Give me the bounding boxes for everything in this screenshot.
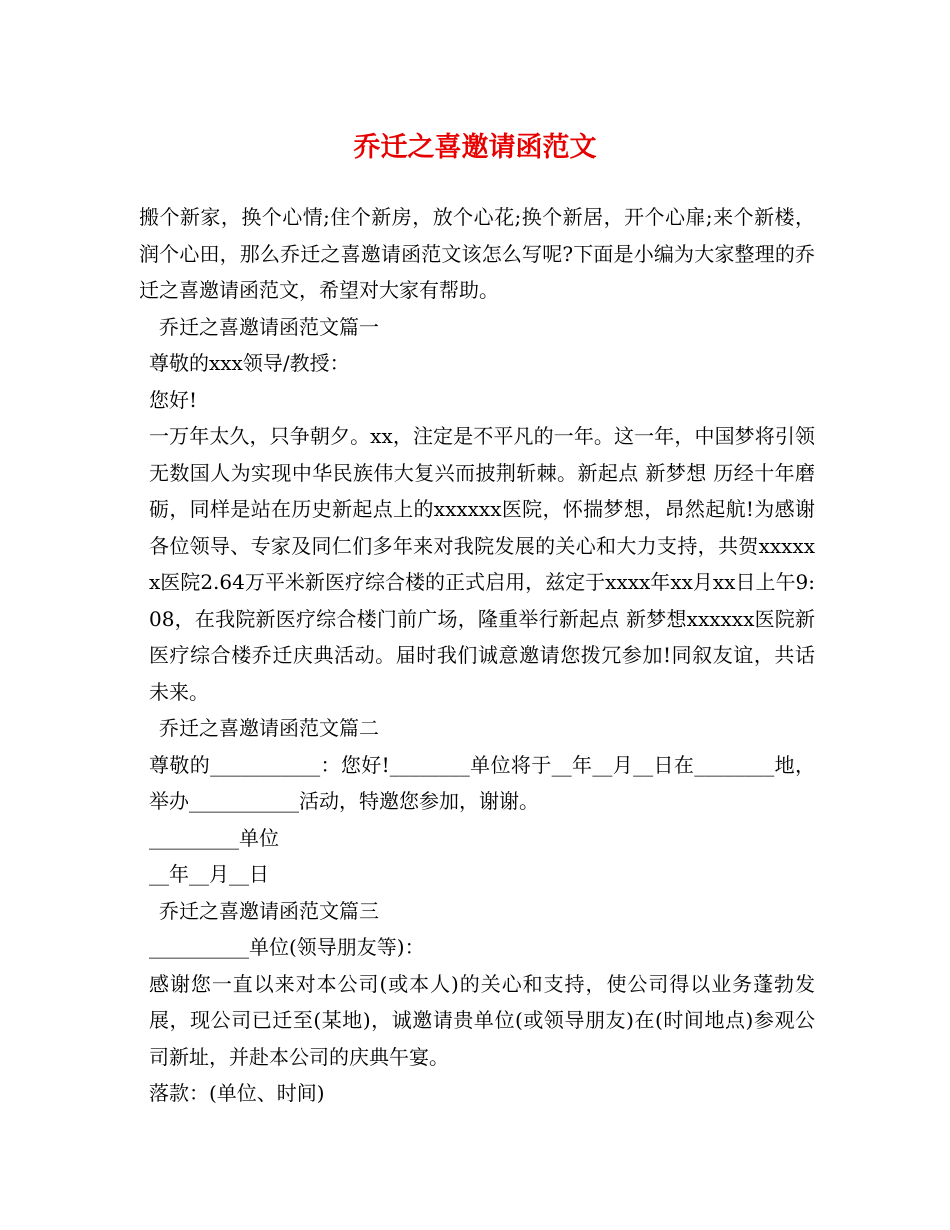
- salutation-1: 尊敬的xxx领导/教授：: [149, 351, 350, 375]
- body-paragraph-2: 尊敬的___________：您好!________单位将于__年__月__日在________地，举办___________活动，特邀您参加，谢谢。: [149, 752, 815, 813]
- body-paragraph-3: 感谢您一直以来对本公司(或本人)的关心和支持，使公司得以业务蓬勃发展，现公司已迁至(某地)，诚邀请贵单位(或领导朋友)在(时间地点)参观公司新址，并赴本公司的庆典午宴。: [149, 971, 815, 1069]
- intro-paragraph: 搬个新家，换个心情;住个新房，放个心花;换个新居，开个心扉;来个新楼，润个心田，那么乔迁之喜邀请函范文该怎么写呢?下面是小编为大家整理的乔迁之喜邀请函范文，希望对大家有帮助。: [139, 205, 815, 302]
- section-heading-3: 乔迁之喜邀请函范文篇三: [159, 898, 379, 923]
- body-paragraph-1: 一万年太久，只争朝夕。xx，注定是不平凡的一年。这一年，中国梦将引领无数国人为实现中华民族伟大复兴而披荆斩棘。新起点 新梦想 历经十年磨砺，同样是站在历史新起点上的xxxxxx医院，怀揣梦想，昂然起航!为感谢各位领导、专家及同仁们多年来对我院发展的关心和大力支持，共贺xxxxxx医院2.64万平米新医疗综合楼的正式启用，兹定于xxxx年xx月xx日上午9:08，在我院新医疗综合楼门前广场，隆重举行新起点 新梦想xxxxxx医院新医疗综合楼乔迁庆典活动。届时我们诚意邀请您拨冗参加!同叙友谊，共话未来。: [149, 424, 815, 704]
- document-title: 乔迁之喜邀请函范文: [353, 132, 597, 163]
- date-line-2: __年__月__日: [149, 862, 269, 886]
- salutation-3: __________单位(领导朋友等)：: [149, 935, 425, 959]
- section-heading-1: 乔迁之喜邀请函范文篇一: [159, 314, 379, 339]
- greeting-1: 您好!: [149, 387, 198, 412]
- unit-line-2: _________单位: [149, 825, 279, 850]
- document-body: [139, 199, 815, 1112]
- section-heading-2: 乔迁之喜邀请函范文篇二: [159, 716, 379, 740]
- signature-line-3: 落款：(单位、时间): [149, 1081, 325, 1105]
